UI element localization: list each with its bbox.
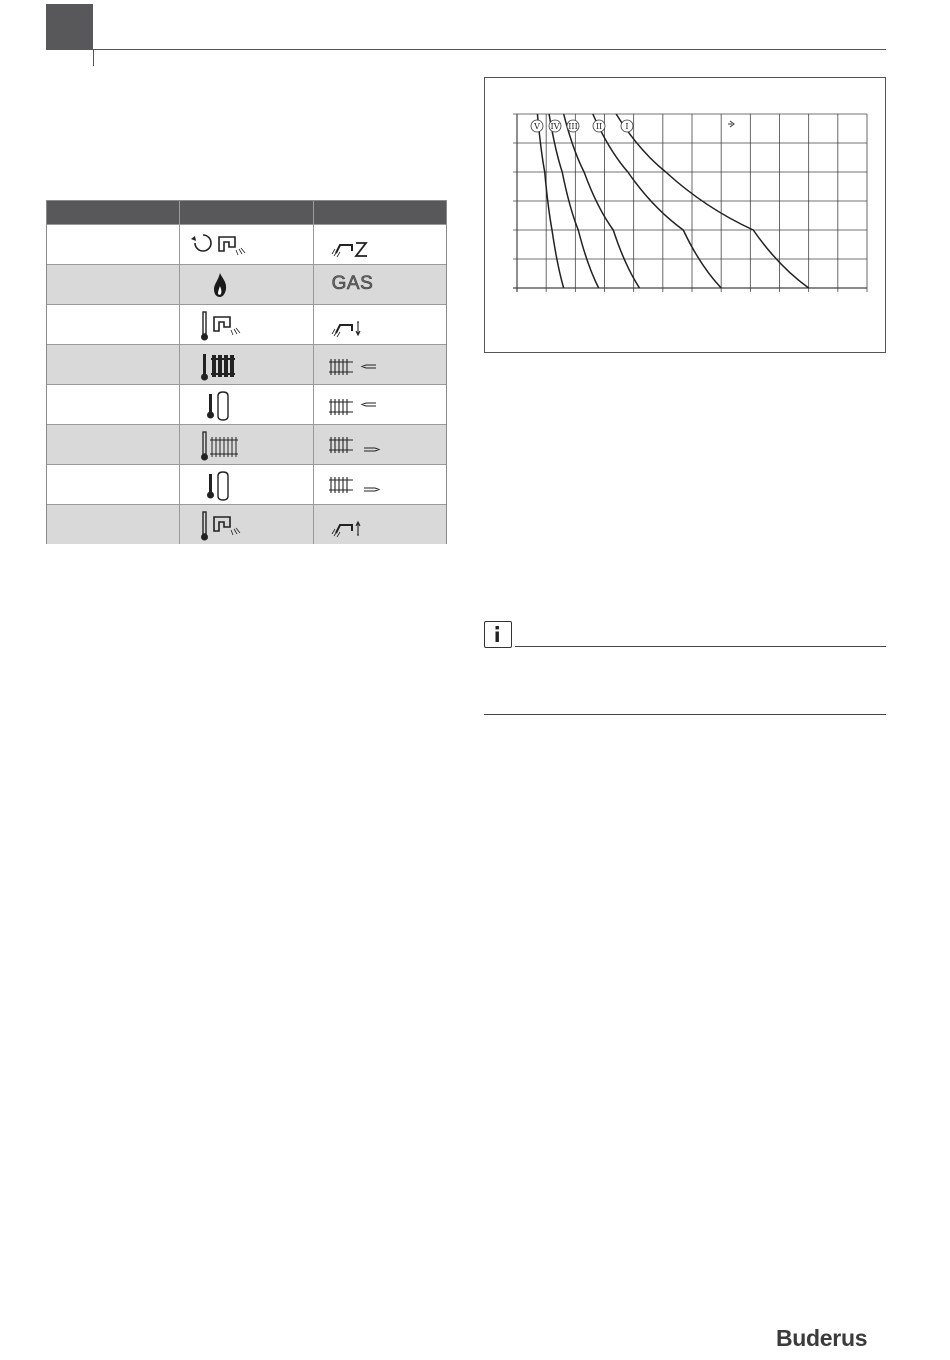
table-cell	[180, 465, 313, 504]
radiator-flow-right-icon	[328, 429, 388, 461]
series-label-V	[531, 120, 543, 132]
series-label-II	[593, 120, 605, 132]
table-cell	[314, 425, 446, 464]
series-label-I	[621, 120, 633, 132]
series-label-IV	[549, 120, 561, 132]
chapter-tab	[46, 4, 93, 50]
thermometer-radiator-outline-icon	[200, 429, 260, 463]
table-row	[47, 464, 446, 504]
table-cell	[314, 265, 446, 304]
table-cell	[47, 305, 180, 344]
gas-label: GAS	[331, 273, 374, 294]
pump-dhw-icon	[183, 229, 253, 261]
table-cell	[47, 265, 180, 304]
radiator-return-left-icon	[328, 389, 388, 421]
table-cell	[180, 265, 313, 304]
header-cell	[314, 201, 446, 224]
header-tick	[93, 50, 94, 66]
table-header	[47, 201, 446, 224]
thermometer-radiator-filled-icon	[200, 349, 260, 383]
brand-logo: Buderus	[776, 1325, 868, 1351]
table-cell	[180, 385, 313, 424]
table-cell	[314, 505, 446, 544]
table-row	[47, 344, 446, 384]
header-rule	[93, 49, 886, 50]
table-cell	[314, 385, 446, 424]
series-label-III	[567, 120, 579, 132]
thermometer-dhw-icon	[200, 309, 260, 343]
table-cell	[180, 505, 313, 544]
table-cell	[314, 225, 446, 264]
table-cell	[180, 305, 313, 344]
table-cell	[314, 305, 446, 344]
table-row	[47, 304, 446, 344]
table-row	[47, 384, 446, 424]
table-cell	[47, 345, 180, 384]
table-cell	[180, 225, 313, 264]
pump-curve-chart	[484, 77, 886, 353]
info-rule-top	[515, 646, 886, 647]
table-cell	[47, 385, 180, 424]
header-cell	[47, 201, 180, 224]
table-cell	[314, 345, 446, 384]
radiator-flow-right-icon	[328, 469, 388, 501]
flame-icon	[210, 269, 230, 301]
table-cell	[314, 465, 446, 504]
series-label-text: III	[568, 122, 578, 131]
table-cell	[47, 505, 180, 544]
table-row	[47, 224, 446, 264]
table-cell	[180, 345, 313, 384]
info-rule-bottom	[484, 714, 886, 715]
dhw-outlet-down-icon	[330, 309, 390, 341]
info-icon	[484, 621, 512, 648]
header-cell	[180, 201, 313, 224]
series-label-text: IV	[550, 122, 560, 131]
table-row	[47, 264, 446, 304]
series-label-text: I	[625, 122, 629, 131]
radiator-return-left-icon	[328, 349, 388, 381]
symbol-table	[46, 200, 447, 544]
dhw-inlet-up-icon	[330, 509, 390, 541]
thermometer-dhw-icon	[200, 509, 260, 543]
table-row	[47, 504, 446, 544]
thermometer-cylinder-icon	[206, 389, 246, 423]
chart-canvas	[485, 78, 885, 352]
table-cell	[47, 225, 180, 264]
table-cell	[47, 465, 180, 504]
table-cell	[180, 425, 313, 464]
thermometer-cylinder-icon	[206, 469, 246, 503]
table-cell	[47, 425, 180, 464]
dhw-circulation-icon	[330, 229, 390, 261]
table-row	[47, 424, 446, 464]
arrow-right-icon	[728, 121, 734, 127]
series-label-text: V	[534, 122, 540, 131]
series-label-text: II	[595, 122, 603, 131]
